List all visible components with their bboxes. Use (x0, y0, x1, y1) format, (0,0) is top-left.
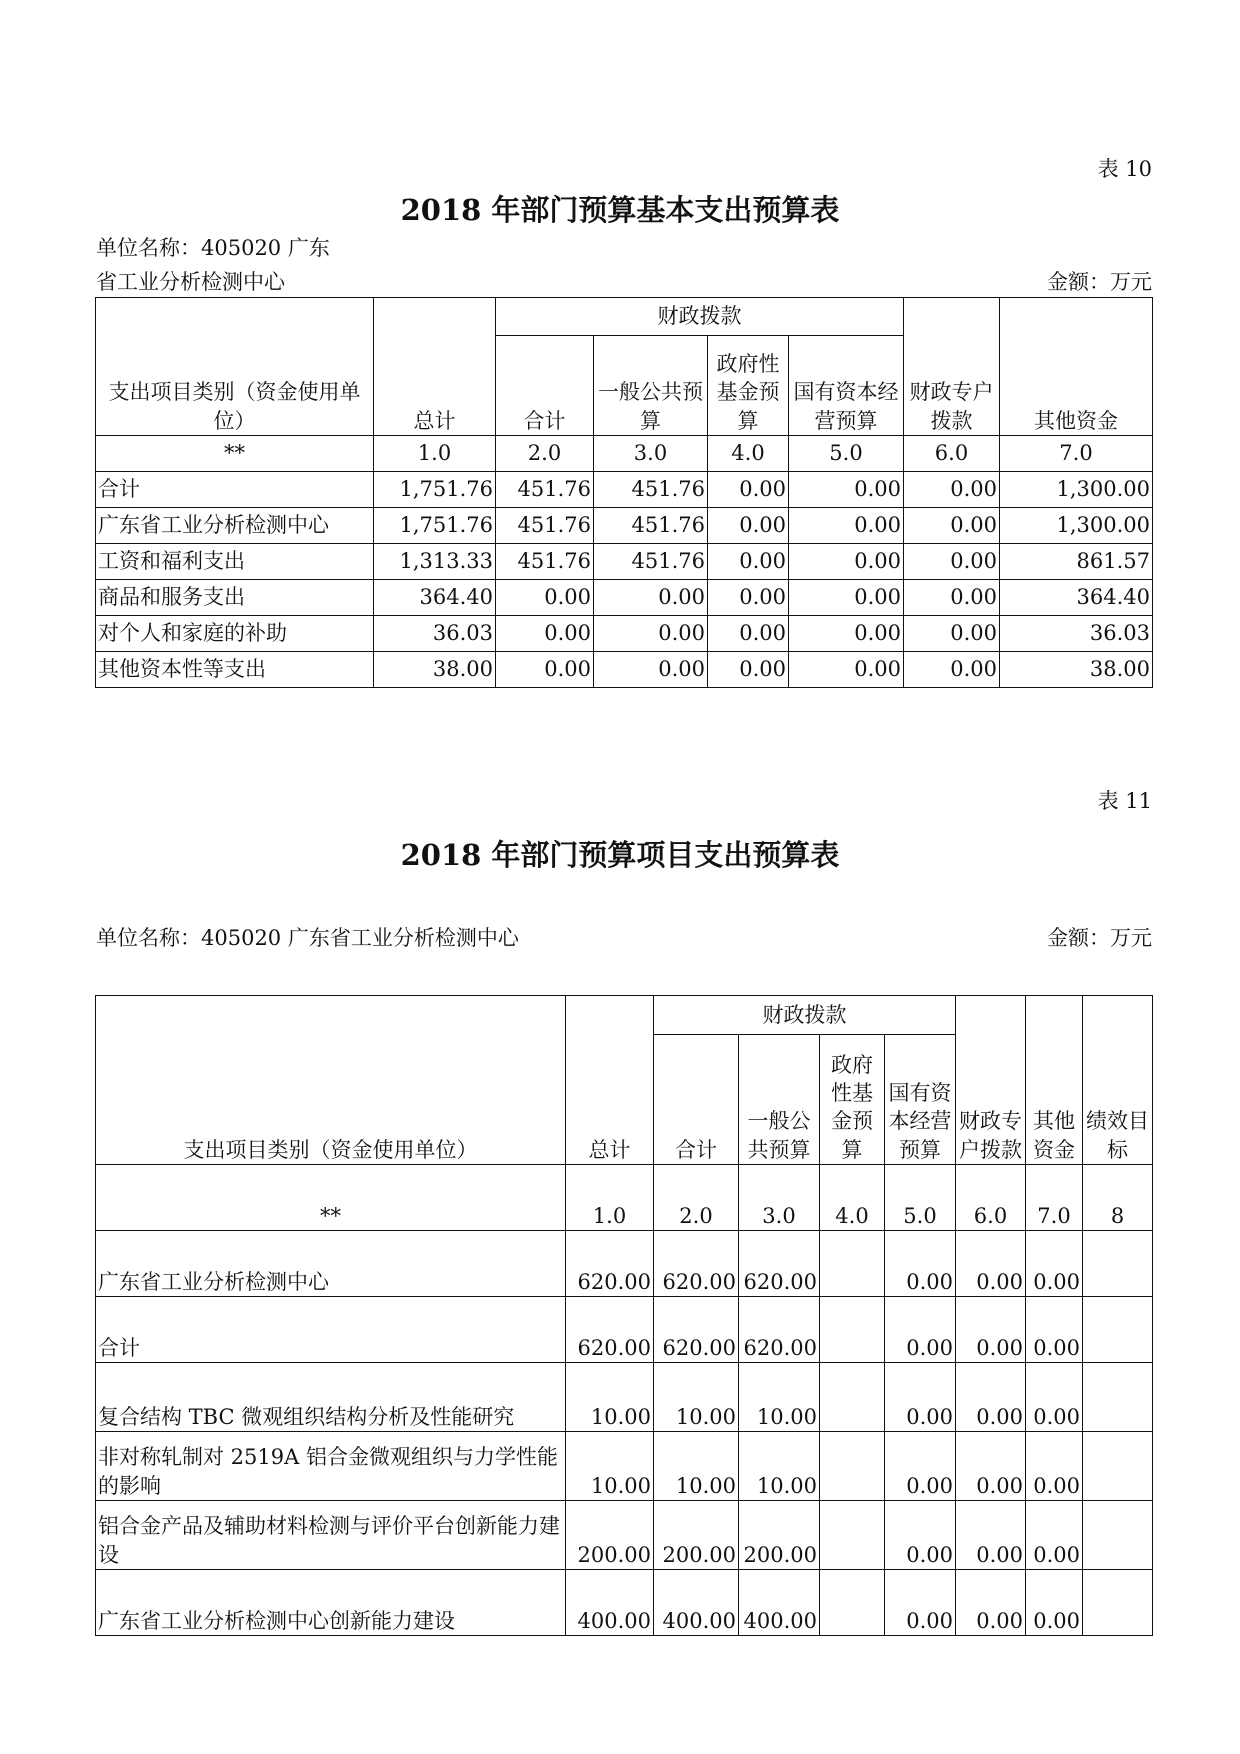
table10-cell: 0.00 (904, 544, 1000, 580)
table11-header-statecapital: 国有资本经营预算 (885, 1035, 956, 1165)
table11-tag: 表 11 (1097, 789, 1152, 813)
table11-cell (1083, 1501, 1153, 1570)
table11-cell: 200.00 (739, 1501, 820, 1570)
table11-amount-unit: 金额：万元 (1047, 926, 1152, 950)
table11-cell (1083, 1570, 1153, 1636)
table-row (96, 1231, 1153, 1297)
table11-title: 2018 年部门预算项目支出预算表 (400, 838, 840, 872)
table11-header-govfund: 政府性基金预算 (820, 1035, 885, 1165)
table11-cell: 10.00 (566, 1432, 654, 1501)
table10-cell: 0.00 (594, 580, 708, 616)
table10-cell: 451.76 (594, 544, 708, 580)
table11-cell (820, 1297, 885, 1363)
table10-index-cell: 2.0 (496, 436, 594, 472)
table10-cell: 0.00 (708, 544, 789, 580)
table10-cell: 451.76 (496, 508, 594, 544)
table10-cell: 0.00 (496, 616, 594, 652)
table11-cell: 0.00 (956, 1363, 1026, 1432)
table10-cell: 0.00 (904, 472, 1000, 508)
table11-cell: 0.00 (956, 1432, 1026, 1501)
table10-title: 2018 年部门预算基本支出预算表 (400, 193, 840, 227)
table10-cell: 38.00 (1000, 652, 1153, 688)
table-row (96, 544, 1153, 580)
table11-cell: 0.00 (1026, 1570, 1083, 1636)
table11-cell: 620.00 (654, 1297, 739, 1363)
table11-index-cell: 1.0 (566, 1165, 654, 1231)
table10-cell: 0.00 (789, 508, 904, 544)
table11-cell: 广东省工业分析检测中心创新能力建设 (96, 1570, 566, 1636)
table11-index-cell: 6.0 (956, 1165, 1026, 1231)
table11-cell: 0.00 (885, 1501, 956, 1570)
table10-header-general: 一般公共预算 (594, 336, 708, 436)
table10-cell: 1,751.76 (374, 508, 496, 544)
table10-cell: 合计 (96, 472, 374, 508)
table10-cell: 0.00 (904, 508, 1000, 544)
table11-cell: 10.00 (654, 1363, 739, 1432)
table11-cell: 0.00 (956, 1570, 1026, 1636)
table10-header-special: 财政专户拨款 (904, 298, 1000, 436)
table10-cell: 0.00 (789, 472, 904, 508)
table11-cell: 400.00 (566, 1570, 654, 1636)
table10-index-cell: 1.0 (374, 436, 496, 472)
table-row (96, 1501, 1153, 1570)
table10-tag: 表 10 (1097, 157, 1152, 181)
table10-index-cell: 4.0 (708, 436, 789, 472)
table11-cell (1083, 1231, 1153, 1297)
table11-cell: 非对称轧制对 2519A 铝合金微观组织与力学性能的影响 (96, 1432, 566, 1501)
table-row (96, 1297, 1153, 1363)
table10-cell: 广东省工业分析检测中心 (96, 508, 374, 544)
table10-index-cell: 5.0 (789, 436, 904, 472)
table11-cell: 0.00 (1026, 1432, 1083, 1501)
table11-index-cell: 7.0 (1026, 1165, 1083, 1231)
table10-header-other: 其他资金 (1000, 298, 1153, 436)
table-row (96, 616, 1153, 652)
table11-cell: 0.00 (956, 1297, 1026, 1363)
table10-cell: 对个人和家庭的补助 (96, 616, 374, 652)
table11-cell (1083, 1363, 1153, 1432)
table-row (96, 472, 1153, 508)
table11-cell: 0.00 (885, 1432, 956, 1501)
table11-cell: 400.00 (739, 1570, 820, 1636)
table-row (96, 508, 1153, 544)
table11-cell (820, 1432, 885, 1501)
table11-header-category: 支出项目类别（资金使用单位） (96, 996, 566, 1165)
table10-index-row (96, 436, 1153, 472)
table11-cell: 10.00 (566, 1363, 654, 1432)
table11-cell: 0.00 (885, 1297, 956, 1363)
table10-header-category: 支出项目类别（资金使用单位） (96, 298, 374, 436)
table10-header-fiscal: 财政拨款 (496, 298, 904, 336)
table11-index-row (96, 1165, 1153, 1231)
table11-cell (820, 1363, 885, 1432)
table-row (96, 652, 1153, 688)
table11-cell: 广东省工业分析检测中心 (96, 1231, 566, 1297)
table11-header-fiscal: 财政拨款 (654, 996, 956, 1035)
table10-cell: 0.00 (708, 580, 789, 616)
table11-cell: 0.00 (1026, 1363, 1083, 1432)
table-row (96, 1363, 1153, 1432)
table10-header-statecapital: 国有资本经营预算 (789, 336, 904, 436)
table11-cell: 铝合金产品及辅助材料检测与评价平台创新能力建设 (96, 1501, 566, 1570)
table10-cell: 0.00 (496, 580, 594, 616)
table11-cell (820, 1570, 885, 1636)
table10-cell: 0.00 (708, 616, 789, 652)
table10-unit-line1: 单位名称：405020 广东 (96, 236, 330, 260)
table11-index-cell: 8 (1083, 1165, 1153, 1231)
table11-index-cell: 2.0 (654, 1165, 739, 1231)
table11-header-subtotal: 合计 (654, 1035, 739, 1165)
table10-cell: 其他资本性等支出 (96, 652, 374, 688)
table10-cell: 0.00 (594, 652, 708, 688)
table11-cell: 200.00 (654, 1501, 739, 1570)
table-row (96, 1570, 1153, 1636)
table10-header-govfund: 政府性基金预算 (708, 336, 789, 436)
table10-cell: 364.40 (1000, 580, 1153, 616)
table10-cell: 1,300.00 (1000, 508, 1153, 544)
table11-cell: 620.00 (739, 1231, 820, 1297)
table11-cell: 0.00 (885, 1570, 956, 1636)
table11-cell: 合计 (96, 1297, 566, 1363)
table11-index-cell: 4.0 (820, 1165, 885, 1231)
table11-cell: 0.00 (885, 1363, 956, 1432)
table10-cell: 451.76 (594, 508, 708, 544)
table10-cell: 0.00 (708, 472, 789, 508)
table10-cell: 451.76 (594, 472, 708, 508)
table11-cell: 0.00 (1026, 1501, 1083, 1570)
table11-cell: 0.00 (956, 1231, 1026, 1297)
table10-cell: 0.00 (708, 652, 789, 688)
table10-header-total: 总计 (374, 298, 496, 436)
table10-cell: 1,751.76 (374, 472, 496, 508)
table11-cell (820, 1501, 885, 1570)
table11-cell: 0.00 (1026, 1231, 1083, 1297)
table11-cell: 0.00 (885, 1231, 956, 1297)
table10-cell: 0.00 (904, 580, 1000, 616)
table11-grid (95, 995, 1153, 1636)
table11-index-cell: ** (96, 1165, 566, 1231)
table10-cell: 0.00 (904, 652, 1000, 688)
table11-cell: 复合结构 TBC 微观组织结构分析及性能研究 (96, 1363, 566, 1432)
table10-cell: 451.76 (496, 544, 594, 580)
table11-cell (1083, 1297, 1153, 1363)
table-row (96, 580, 1153, 616)
table10-cell: 商品和服务支出 (96, 580, 374, 616)
table11-cell: 620.00 (739, 1297, 820, 1363)
table11-header-total: 总计 (566, 996, 654, 1165)
table10-cell: 0.00 (789, 616, 904, 652)
table10-cell: 0.00 (496, 652, 594, 688)
table11-cell: 620.00 (566, 1297, 654, 1363)
table10-cell: 0.00 (789, 652, 904, 688)
table10-index-cell: 6.0 (904, 436, 1000, 472)
table11-header-other: 其他资金 (1026, 996, 1083, 1165)
table11-cell: 620.00 (566, 1231, 654, 1297)
table11-cell: 200.00 (566, 1501, 654, 1570)
table11-header-performance: 绩效目标 (1083, 996, 1153, 1165)
table10-header-subtotal: 合计 (496, 336, 594, 436)
table10-cell: 0.00 (594, 616, 708, 652)
table11-cell: 0.00 (956, 1501, 1026, 1570)
table-row (96, 1432, 1153, 1501)
table11-cell: 0.00 (1026, 1297, 1083, 1363)
table10-cell: 451.76 (496, 472, 594, 508)
table10-cell: 0.00 (904, 616, 1000, 652)
table10-unit-line2: 省工业分析检测中心 (96, 270, 285, 294)
table11-index-cell: 3.0 (739, 1165, 820, 1231)
table10-cell: 0.00 (789, 544, 904, 580)
table10-cell: 861.57 (1000, 544, 1153, 580)
table10-cell: 工资和福利支出 (96, 544, 374, 580)
table10-grid (95, 297, 1153, 688)
table10-cell: 38.00 (374, 652, 496, 688)
table10-cell: 36.03 (1000, 616, 1153, 652)
table10-cell: 0.00 (708, 508, 789, 544)
table11-cell: 620.00 (654, 1231, 739, 1297)
table11-cell: 10.00 (654, 1432, 739, 1501)
table10-index-cell: 7.0 (1000, 436, 1153, 472)
table11-cell (1083, 1432, 1153, 1501)
table11-cell (820, 1231, 885, 1297)
table10-index-cell: 3.0 (594, 436, 708, 472)
table10-cell: 1,300.00 (1000, 472, 1153, 508)
table10-cell: 1,313.33 (374, 544, 496, 580)
table10-cell: 0.00 (789, 580, 904, 616)
table10-index-cell: ** (96, 436, 374, 472)
table11-cell: 400.00 (654, 1570, 739, 1636)
table11-header-general: 一般公共预算 (739, 1035, 820, 1165)
table10-cell: 364.40 (374, 580, 496, 616)
table11-header-special: 财政专户拨款 (956, 996, 1026, 1165)
table10-amount-unit: 金额：万元 (1047, 270, 1152, 294)
table11-cell: 10.00 (739, 1363, 820, 1432)
table11-index-cell: 5.0 (885, 1165, 956, 1231)
table11-cell: 10.00 (739, 1432, 820, 1501)
table10-cell: 36.03 (374, 616, 496, 652)
table11-unit: 单位名称：405020 广东省工业分析检测中心 (96, 926, 519, 950)
